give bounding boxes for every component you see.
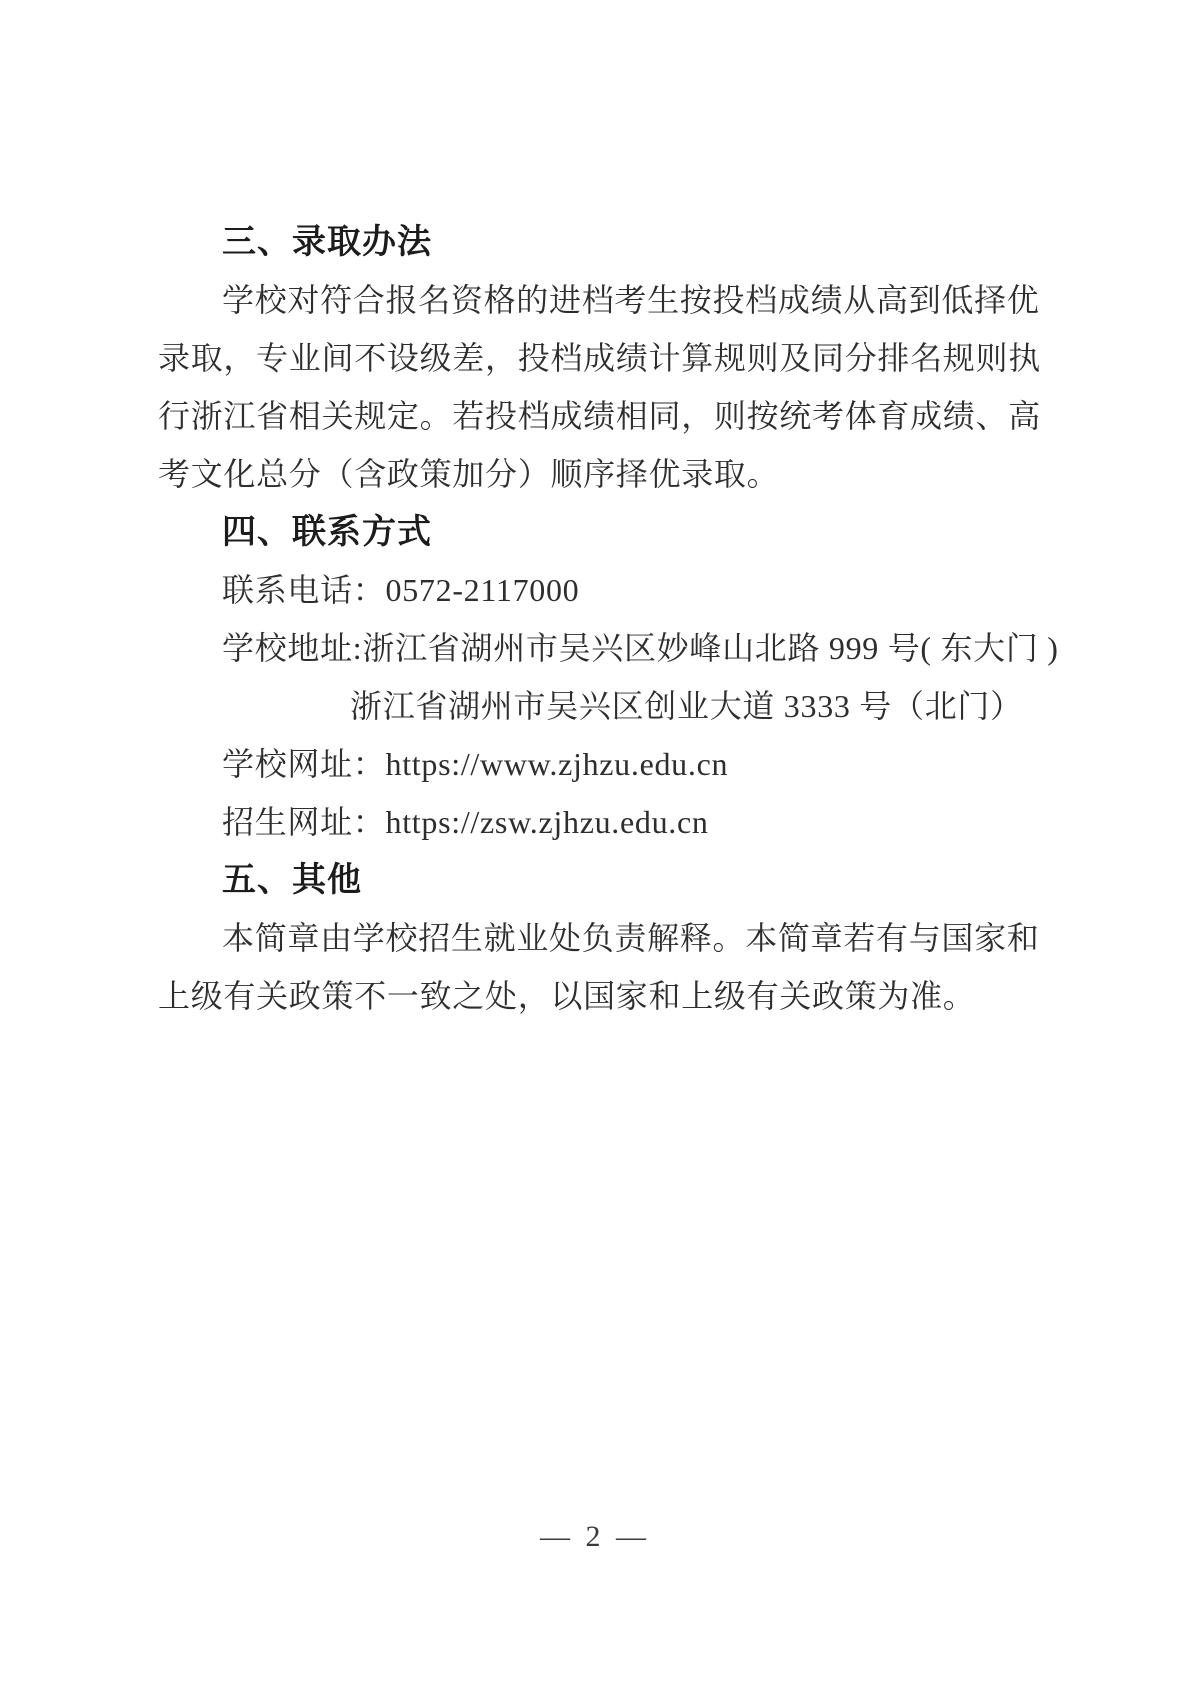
admission-paragraph-line: 学校对符合报名资格的进档考生按投档成绩从高到低择优 (222, 282, 1040, 318)
contact-address-value-east-gate: 浙江省湖州市吴兴区妙峰山北路 999 号( 东大门 ) (362, 630, 1059, 666)
contact-phone-value: 0572-2117000 (385, 572, 580, 608)
admission-paragraph-line: 录取，专业间不设级差，投档成绩计算规则及同分排名规则执 (158, 340, 1041, 376)
contact-phone-line (158, 561, 1048, 619)
other-paragraph-line: 上级有关政策不一致之处，以国家和上级有关政策为准。 (158, 978, 976, 1014)
section-heading-other: 五、其他 (222, 861, 362, 899)
school-website-label: 学校网址： (222, 746, 386, 782)
admissions-website-url: https://zsw.zjhzu.edu.cn (385, 804, 709, 840)
contact-address-line-2 (158, 677, 1048, 735)
admission-paragraph-line: 行浙江省相关规定。若投档成绩相同，则按统考体育成绩、高 (158, 398, 1041, 434)
admissions-website-label: 招生网址： (222, 804, 386, 840)
contact-phone-label: 联系电话： (222, 572, 386, 608)
contact-address-label: 学校地址: (222, 630, 363, 666)
section-heading-contact-info: 四、联系方式 (222, 513, 432, 551)
page-number: — 2 — (540, 1520, 650, 1553)
contact-admissions-website-line (158, 793, 1048, 851)
other-paragraph-line: 本简章由学校招生就业处负责解释。本简章若有与国家和 (222, 920, 1040, 956)
school-website-url: https://www.zjhzu.edu.cn (385, 746, 729, 782)
section-heading-admission-method: 三、录取办法 (222, 223, 432, 261)
contact-school-website-line (158, 735, 1048, 793)
admission-paragraph-line: 考文化总分（含政策加分）顺序择优录取。 (158, 456, 780, 492)
document-page-body (158, 213, 1059, 1025)
contact-address-value-north-gate: 浙江省湖州市吴兴区创业大道 3333 号（北门） (350, 688, 1023, 724)
contact-address-line-1 (158, 619, 1059, 677)
